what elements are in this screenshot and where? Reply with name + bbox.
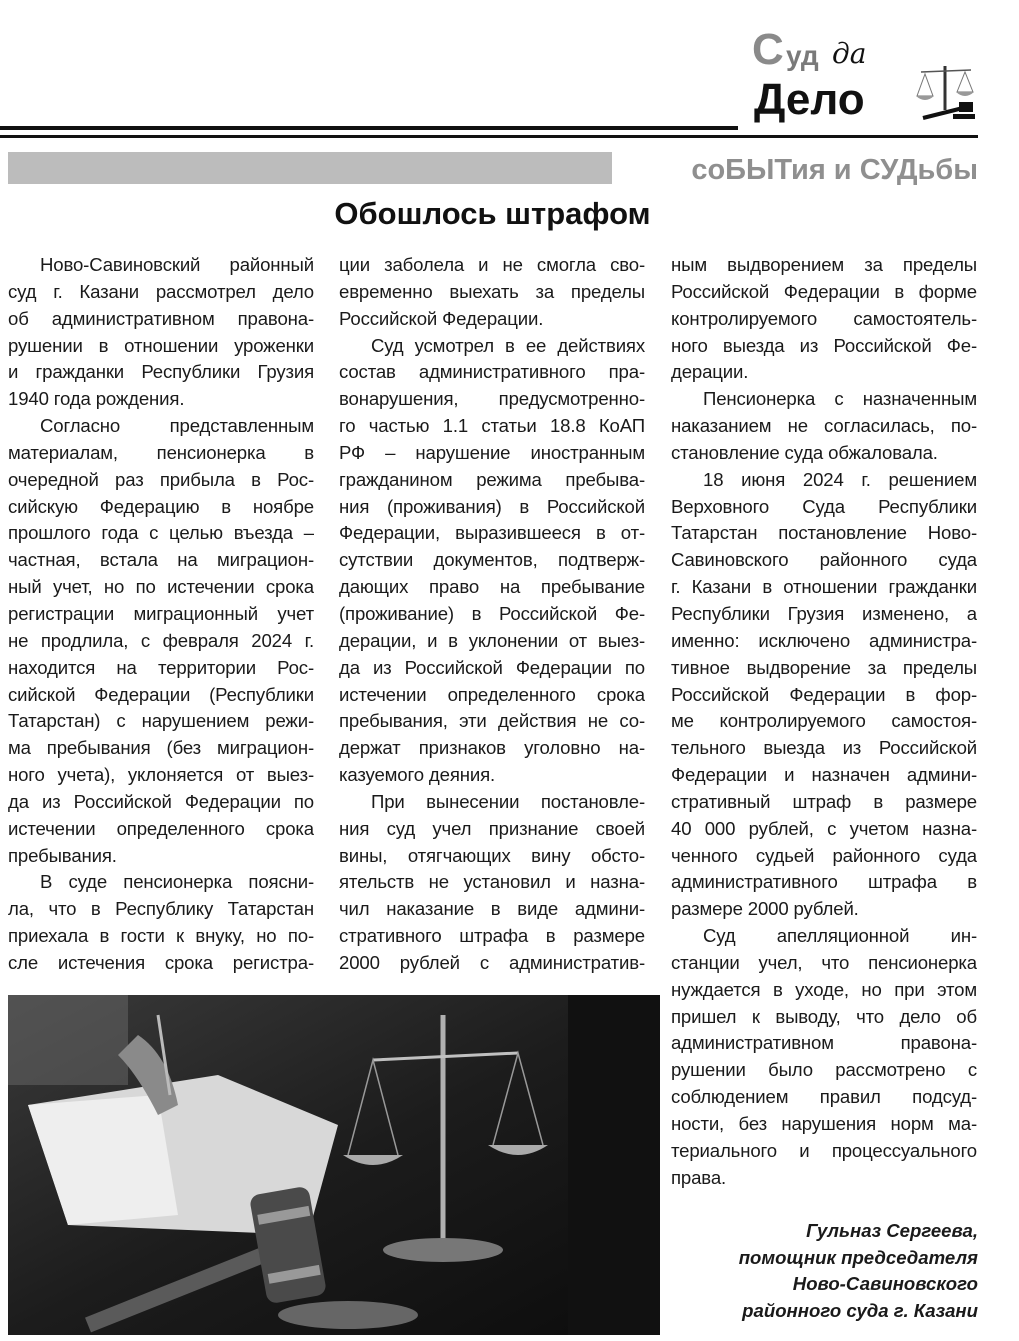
article-line: казуемого деяния. bbox=[339, 764, 496, 786]
signature-line: районного суда г. Казани bbox=[742, 1299, 978, 1321]
article-line: станции учел, что пенсионерка bbox=[671, 951, 977, 973]
article-line: сутствии документов, подтверж- bbox=[339, 549, 645, 571]
article-line: дерации, и в уклонении от выез- bbox=[339, 629, 645, 651]
article-line: административном правона- bbox=[671, 1032, 977, 1054]
article-line: права. bbox=[671, 1166, 727, 1188]
logo-word-delo: Дело bbox=[754, 75, 865, 124]
article-line: материалам, пенсионерка в bbox=[8, 441, 314, 463]
article-line: суд г. Казани рассмотрел дело bbox=[8, 280, 314, 302]
article-line: г. Казани в отношении гражданки bbox=[671, 576, 977, 598]
article-line: административного штрафа в bbox=[671, 871, 977, 893]
article-column-1 bbox=[8, 252, 314, 977]
article-line: наказанием не согласилась, по- bbox=[671, 415, 977, 437]
author-signature bbox=[660, 1218, 978, 1324]
article-line: Российской Федерации. bbox=[339, 307, 544, 329]
article-line: Федерации, выразившееся в от- bbox=[339, 522, 645, 544]
article-line: Согласно представленным bbox=[40, 415, 314, 437]
article-line: ла, что в Республику Татарстан bbox=[8, 898, 314, 920]
article-line: соблюдением правил подсуд- bbox=[671, 1086, 977, 1108]
article-line: контролируемого самостоятель- bbox=[671, 307, 977, 329]
article-line: гражданином режима пребыва- bbox=[339, 468, 645, 490]
signature-line: Гульназ Сергеева, bbox=[806, 1220, 978, 1241]
signature-line: Ново-Савиновского bbox=[792, 1273, 978, 1294]
article-line: ния суд учел признание своей bbox=[339, 817, 645, 839]
signature-line: помощник председателя bbox=[738, 1246, 978, 1268]
article-line: рушении в отношении уроженки bbox=[8, 334, 314, 356]
article-line: состав административного пра- bbox=[339, 361, 645, 383]
article-line: Российской Федерации в фор- bbox=[671, 683, 977, 705]
article-line: регистрации миграционный учет bbox=[8, 602, 314, 624]
article-line: прошлого года с целью въезда – bbox=[8, 522, 314, 544]
article-line: чил наказание в виде админи- bbox=[339, 898, 645, 920]
article-line: ченного судьей районного суда bbox=[671, 844, 977, 866]
article-line: 40 000 рублей, с учетом назна- bbox=[671, 817, 977, 839]
article-line: Федерации и назначен админи- bbox=[671, 764, 977, 786]
article-line: да из Российской Федерации по bbox=[339, 656, 645, 678]
article-line: стративного штрафа в размере bbox=[339, 925, 645, 947]
article-line: РФ – нарушение иностранным bbox=[339, 441, 645, 463]
section-heading: соБЫТия и СУДьбы bbox=[691, 154, 978, 186]
article-line: стративный штраф в размере bbox=[671, 790, 977, 812]
article-line: 2000 рублей с административ- bbox=[339, 951, 645, 973]
article-line: держат признаков уголовно на- bbox=[339, 737, 645, 759]
article-line: об административном правона- bbox=[8, 307, 314, 329]
logo-word-da: да bbox=[832, 37, 867, 70]
article-line: и гражданки Республики Грузия bbox=[8, 361, 314, 383]
article-line: Суд апелляционной ин- bbox=[703, 925, 977, 947]
article-line: ния (проживания) в Российской bbox=[339, 495, 645, 517]
article-line: рушении было рассмотрено с bbox=[671, 1059, 977, 1081]
article-line: тивное выдворение за пределы bbox=[671, 656, 977, 678]
article-line: дерации. bbox=[671, 361, 749, 383]
newspaper-logo bbox=[740, 25, 980, 124]
article-line: ции заболела и не смогла сво- bbox=[339, 254, 645, 275]
article-line: Верховного Суда Республики bbox=[671, 495, 977, 517]
scales-gavel-icon bbox=[915, 62, 977, 122]
article-line: тельного выезда из Российской bbox=[671, 737, 977, 759]
article-line: ности, без нарушения норм ма- bbox=[671, 1113, 977, 1134]
article-line: Татарстан постановление Ново- bbox=[671, 522, 977, 544]
article-line: приехала в гости к внуку, но по- bbox=[8, 925, 314, 947]
article-line: ма пребывания (без миграцион- bbox=[8, 737, 314, 759]
article-line: евременно выехать за пределы bbox=[339, 280, 645, 302]
article-line: Российской Федерации в форме bbox=[671, 280, 977, 302]
article-line: Пенсионерка с назначенным bbox=[703, 388, 977, 410]
logo-letters-ud: уд bbox=[786, 40, 819, 71]
article-line: пребывания, эти действия не со- bbox=[339, 710, 645, 732]
article-line: истечении определенного срока bbox=[8, 817, 314, 839]
article-line: Республики Грузия изменено, а bbox=[671, 602, 977, 624]
article-line: пребывания. bbox=[8, 844, 117, 866]
article-line: Савиновского районного суда bbox=[671, 549, 977, 571]
article-title: Обошлось штрафом bbox=[334, 196, 651, 231]
article-line: пришел к выводу, что дело об bbox=[671, 1005, 977, 1027]
article-column-2 bbox=[339, 252, 645, 977]
article-line: ного учета), уклоняется от выез- bbox=[8, 764, 314, 786]
article-line: го частью 1.1 статьи 18.8 КоАП bbox=[339, 415, 645, 437]
article-line: размере 2000 рублей. bbox=[671, 898, 859, 920]
article-line: частная, встала на миграцион- bbox=[8, 549, 314, 571]
article-line: 18 июня 2024 г. решением bbox=[703, 468, 977, 490]
article-line: да из Российской Федерации по bbox=[8, 790, 314, 812]
article-line: сийскую Федерацию в ноябре bbox=[8, 495, 314, 517]
article-line: Суд усмотрел в ее действиях bbox=[371, 334, 645, 356]
header-rule bbox=[0, 135, 978, 138]
article-line: териального и процессуального bbox=[671, 1139, 977, 1161]
article-line: (проживание) в Российской Фе- bbox=[339, 602, 645, 624]
article-line: 1940 года рождения. bbox=[8, 388, 185, 410]
article-line: вонарушения, предусмотренно- bbox=[339, 388, 645, 410]
article-line: ный учет, но по истечении срока bbox=[8, 576, 314, 598]
article-line: становление суда обжаловала. bbox=[671, 441, 938, 463]
article-line: Ново-Савиновский районный bbox=[40, 254, 314, 275]
article-column-3 bbox=[671, 252, 977, 1192]
article-line: ме контролируемого самостоя- bbox=[671, 710, 977, 732]
article-line: В суде пенсионерка поясни- bbox=[40, 871, 314, 893]
article-line: ным выдворением за пределы bbox=[671, 254, 977, 275]
header-rule-thick bbox=[0, 126, 738, 130]
article-line: истечении определенного срока bbox=[339, 683, 645, 705]
article-line: находится на территории Рос- bbox=[8, 656, 314, 678]
article-line: сийской Федерации (Республики bbox=[8, 683, 314, 705]
article-line: очередной раз прибыла в Рос- bbox=[8, 468, 314, 490]
court-scales-gavel-photo bbox=[8, 995, 660, 1335]
article-line: При вынесении постановле- bbox=[371, 790, 645, 812]
article-line: вины, отягчающих вину обсто- bbox=[339, 844, 645, 866]
article-line: ятельств не установил и назна- bbox=[339, 871, 645, 893]
article-line: не продлила, с февраля 2024 г. bbox=[8, 629, 314, 651]
article-line: нуждается в уходе, но при этом bbox=[671, 978, 977, 1000]
article-line: именно: исключено администра- bbox=[671, 629, 977, 651]
article-line: дающих право на пребывание bbox=[339, 576, 645, 598]
article-line: Татарстан) с нарушением режи- bbox=[8, 710, 314, 732]
article-line: сле истечения срока регистра- bbox=[8, 951, 314, 973]
section-bar bbox=[8, 152, 612, 184]
article-line: ного выезда из Российской Фе- bbox=[671, 334, 977, 356]
logo-letter-c: С bbox=[752, 25, 784, 74]
